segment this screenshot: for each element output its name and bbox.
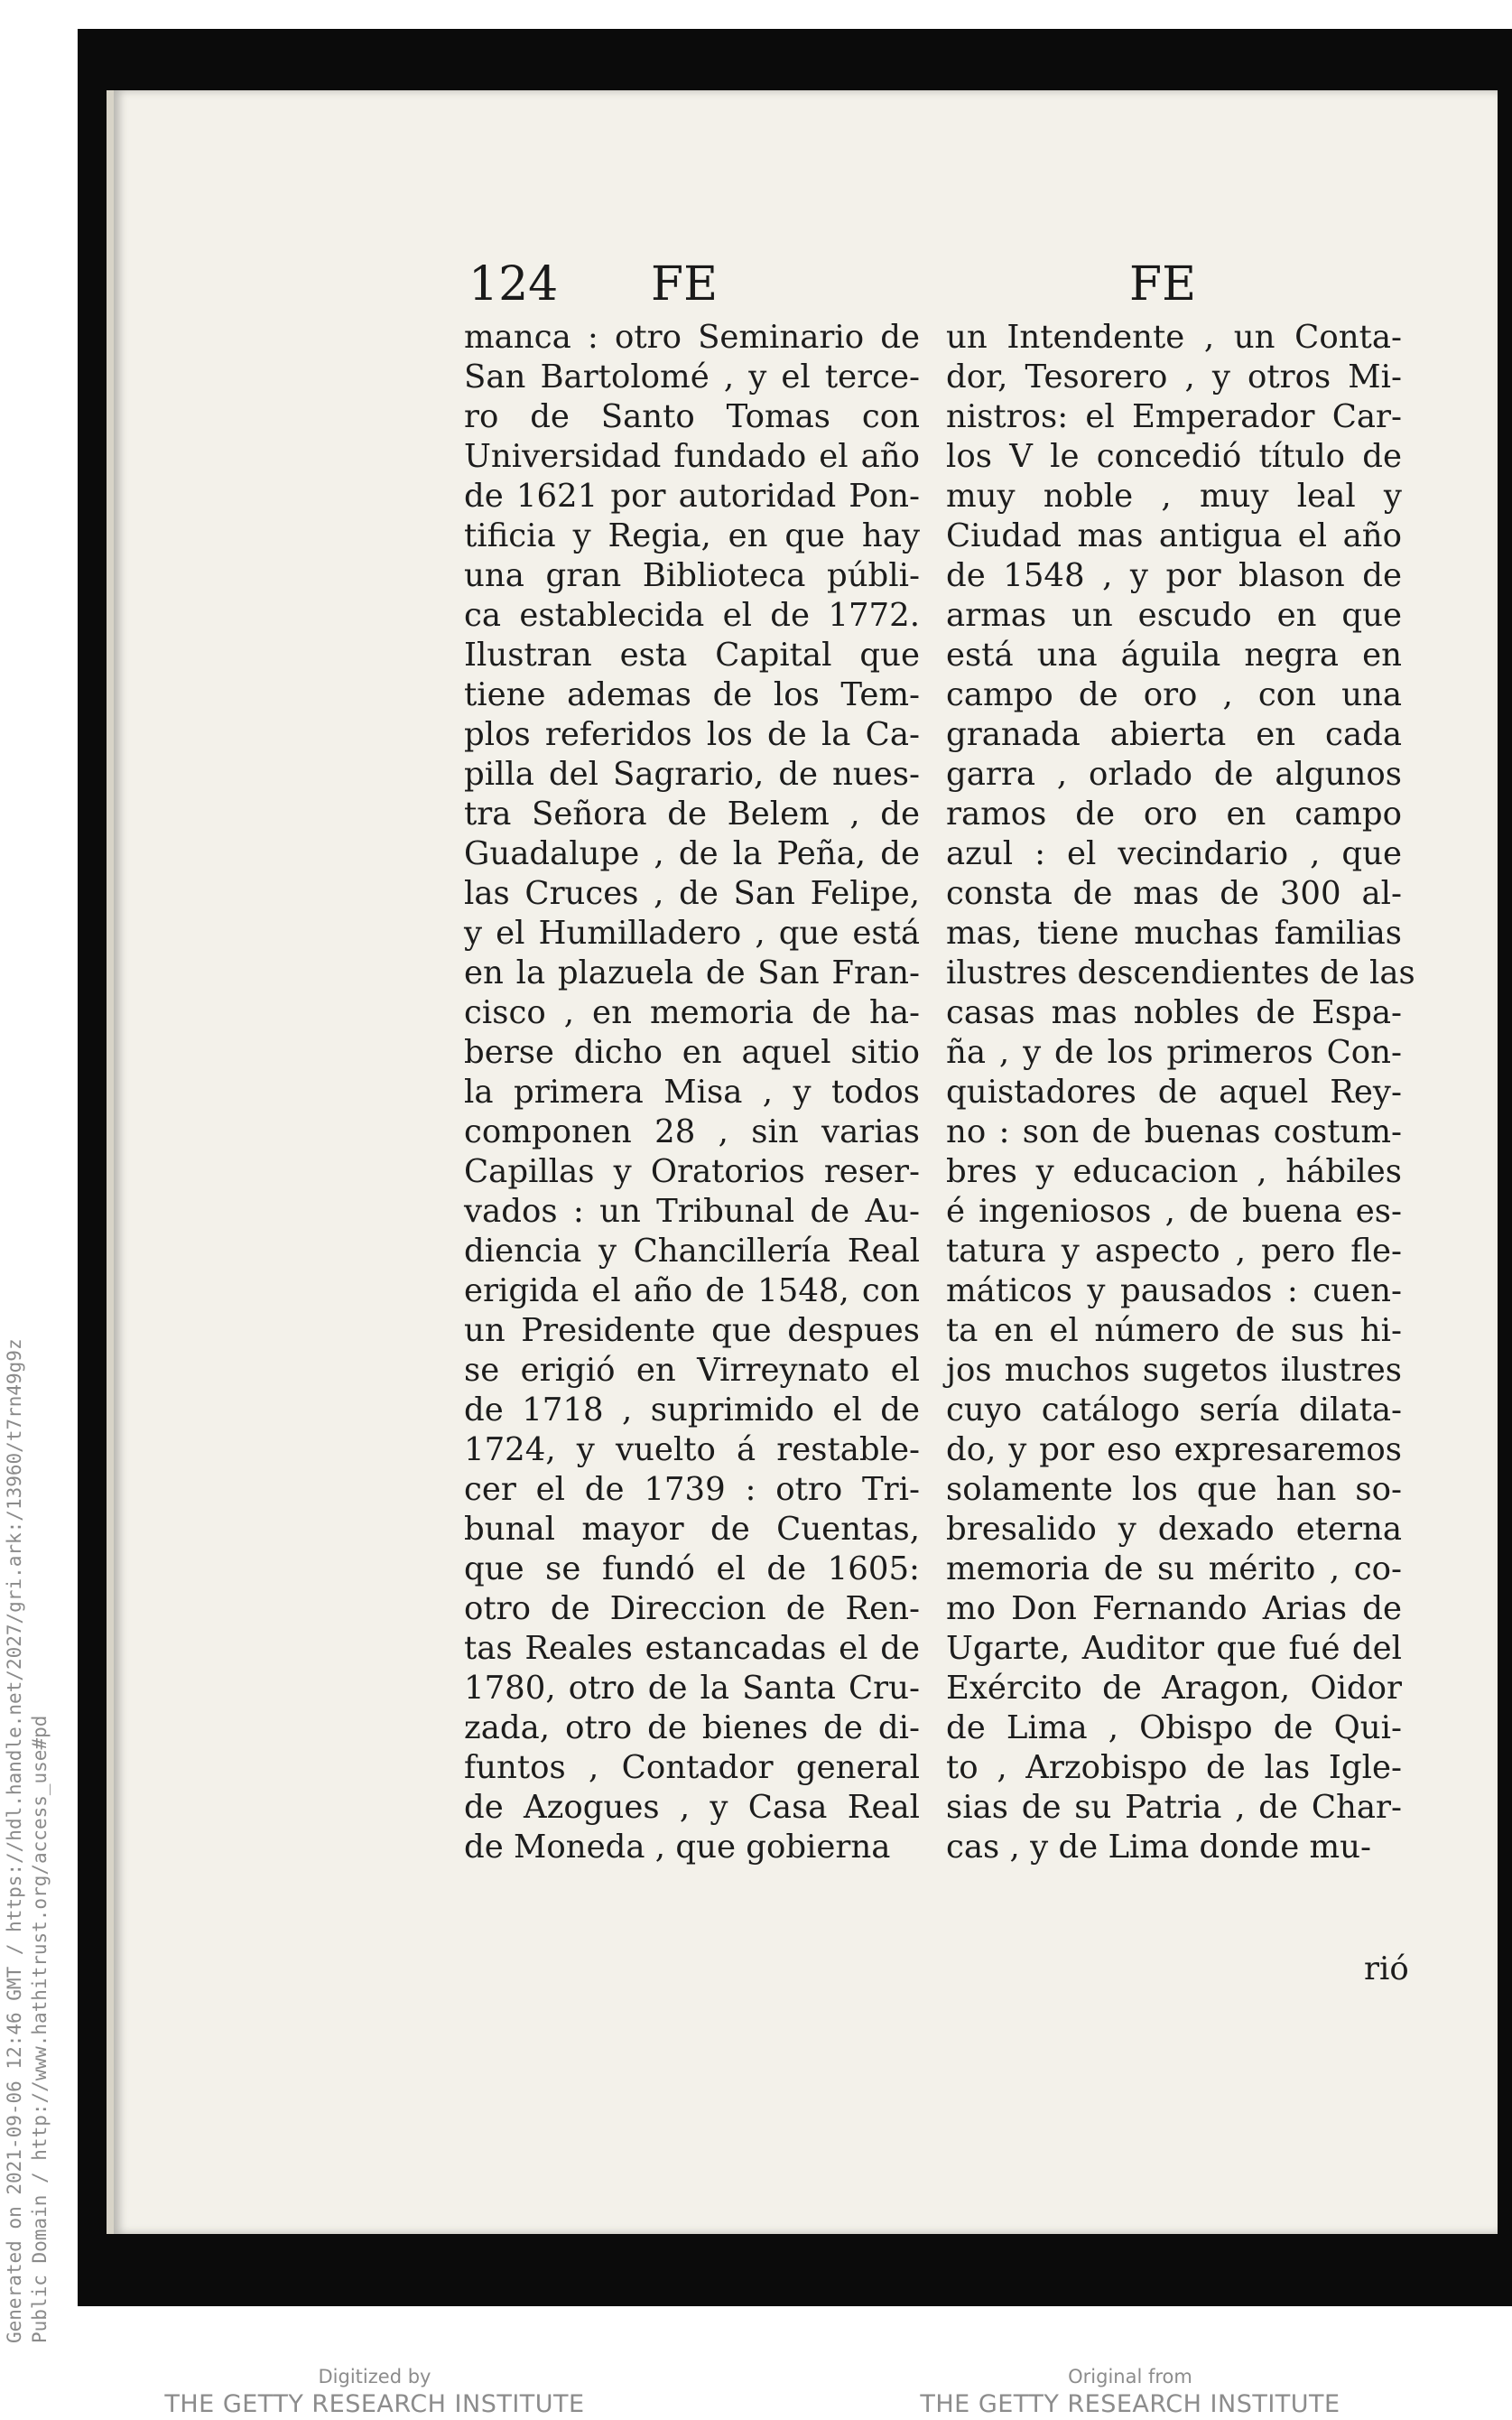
- stamp-line-generated: Generated on 2021-09-06 12:46 GMT / https://hdl.handle.net/2027/gri.ark:/13960/t7rn49g9z: [4, 1338, 25, 2343]
- footer-digitized-institution: THE GETTY RESEARCH INSTITUTE: [164, 2390, 585, 2418]
- hathitrust-generation-stamp: [2, 1215, 83, 2343]
- text-line: ta en el número de sus hi-: [946, 1312, 1402, 1349]
- footer-digitized-label: Digitized by: [318, 2366, 431, 2387]
- left-text-column: [464, 318, 920, 1867]
- book-page: [107, 90, 1498, 2234]
- text-line: de 1621 por autoridad Pon-: [464, 478, 920, 515]
- text-line: tra Señora de Belem , de: [464, 796, 920, 833]
- text-line: máticos y pausados : cuen-: [946, 1272, 1402, 1309]
- text-line: funtos , Contador general: [464, 1749, 920, 1786]
- text-line: ilustres descendientes de las: [946, 954, 1415, 991]
- text-line: memoria de su mérito , co-: [946, 1550, 1402, 1587]
- text-line: un Presidente que despues: [464, 1312, 920, 1349]
- text-line: que se fundó el de 1605:: [464, 1550, 920, 1587]
- text-line: granada abierta en cada: [946, 716, 1402, 753]
- text-line: ramos de oro en campo: [946, 796, 1402, 833]
- text-line: campo de oro , con una: [946, 676, 1402, 713]
- text-line: armas un escudo en que: [946, 597, 1402, 634]
- text-line: cas , y de Lima donde mu-: [946, 1829, 1372, 1866]
- text-line: de 1718 , suprimido el de: [464, 1392, 920, 1429]
- stamp-line-public-domain: Public Domain / http://www.hathitrust.org/access_use#pd: [29, 1715, 51, 2343]
- text-line: manca : otro Seminario de: [464, 319, 920, 356]
- text-line: la primera Misa , y todos: [464, 1074, 920, 1111]
- text-line: Ilustran esta Capital que: [464, 637, 920, 674]
- text-line: de Lima , Obispo de Qui-: [946, 1709, 1402, 1746]
- text-line: de Azogues , y Casa Real: [464, 1789, 920, 1826]
- text-line: de Moneda , que gobierna: [464, 1829, 891, 1866]
- text-line: otro de Direccion de Ren-: [464, 1590, 920, 1627]
- text-line: do, y por eso expresaremos: [946, 1431, 1402, 1468]
- text-line: Capillas y Oratorios reser-: [464, 1153, 920, 1190]
- running-head-right: FE: [1129, 257, 1197, 312]
- text-line: Universidad fundado el año: [464, 438, 920, 475]
- footer-digitized-by: [149, 2364, 600, 2420]
- text-line: las Cruces , de San Felipe,: [464, 875, 920, 912]
- text-line: una gran Biblioteca públi-: [464, 557, 920, 594]
- text-line: los V le concedió título de: [946, 438, 1402, 475]
- text-line: un Intendente , un Conta-: [946, 319, 1402, 356]
- footer-original-label: Original from: [1068, 2366, 1192, 2387]
- text-line: Ugarte, Auditor que fué del: [946, 1630, 1402, 1667]
- text-line: jos muchos sugetos ilustres: [946, 1352, 1402, 1389]
- right-text-column: [946, 318, 1415, 1867]
- running-head-left: FE: [651, 257, 719, 312]
- text-line: sias de su Patria , de Char-: [946, 1789, 1402, 1826]
- text-line: vados : un Tribunal de Au-: [464, 1193, 920, 1230]
- text-line: to , Arzobispo de las Igle-: [946, 1749, 1402, 1786]
- text-line: en la plazuela de San Fran-: [464, 954, 920, 991]
- text-line: 1780, otro de la Santa Cru-: [464, 1670, 920, 1707]
- text-line: bres y educacion , hábiles: [946, 1153, 1402, 1190]
- text-line: muy noble , muy leal y: [946, 478, 1402, 515]
- text-line: Exército de Aragon, Oidor: [946, 1670, 1402, 1707]
- text-line: ña , y de los primeros Con-: [946, 1034, 1402, 1071]
- text-line: y el Humilladero , que está: [464, 915, 920, 952]
- catchword: rió: [1364, 1950, 1409, 1987]
- text-line: Guadalupe , de la Peña, de: [464, 835, 920, 872]
- text-line: nistros: el Emperador Car-: [946, 398, 1402, 435]
- text-line: está una águila negra en: [946, 637, 1402, 674]
- text-line: dor, Tesorero , y otros Mi-: [946, 358, 1402, 396]
- footer-original-institution: THE GETTY RESEARCH INSTITUTE: [920, 2390, 1340, 2418]
- text-line: mas, tiene muchas familias: [946, 915, 1402, 952]
- text-line: 1724, y vuelto á restable-: [464, 1431, 920, 1468]
- text-line: berse dicho en aquel sitio: [464, 1034, 920, 1071]
- text-line: casas mas nobles de Espa-: [946, 994, 1402, 1031]
- text-line: ca establecida el de 1772.: [464, 597, 920, 634]
- text-line: cisco , en memoria de ha-: [464, 994, 920, 1031]
- footer-original-from: [904, 2364, 1356, 2420]
- page-number: 124: [468, 257, 559, 312]
- text-line: bresalido y dexado eterna: [946, 1511, 1402, 1548]
- text-line: solamente los que han so-: [946, 1471, 1402, 1508]
- text-line: no : son de buenas costum-: [946, 1113, 1402, 1150]
- text-line: tas Reales estancadas el de: [464, 1630, 920, 1667]
- text-line: componen 28 , sin varias: [464, 1113, 920, 1150]
- text-line: erigida el año de 1548, con: [464, 1272, 920, 1309]
- text-line: cuyo catálogo sería dilata-: [946, 1392, 1402, 1429]
- text-line: ro de Santo Tomas con: [464, 398, 920, 435]
- page-header: [114, 257, 1498, 321]
- text-line: quistadores de aquel Rey-: [946, 1074, 1402, 1111]
- text-line: é ingeniosos , de buena es-: [946, 1193, 1402, 1230]
- text-line: bunal mayor de Cuentas,: [464, 1511, 920, 1548]
- text-line: consta de mas de 300 al-: [946, 875, 1402, 912]
- text-line: mo Don Fernando Arias de: [946, 1590, 1402, 1627]
- text-line: se erigió en Virreynato el: [464, 1352, 920, 1389]
- text-line: diencia y Chancillería Real: [464, 1233, 920, 1270]
- text-line: garra , orlado de algunos: [946, 756, 1402, 793]
- text-line: plos referidos los de la Ca-: [464, 716, 920, 753]
- text-line: cer el de 1739 : otro Tri-: [464, 1471, 920, 1508]
- text-line: tiene ademas de los Tem-: [464, 676, 920, 713]
- text-line: Ciudad mas antigua el año: [946, 517, 1402, 554]
- text-line: de 1548 , y por blason de: [946, 557, 1402, 594]
- text-line: zada, otro de bienes de di-: [464, 1709, 920, 1746]
- text-line: San Bartolomé , y el terce-: [464, 358, 920, 396]
- text-line: tificia y Regia, en que hay: [464, 517, 920, 554]
- text-line: azul : el vecindario , que: [946, 835, 1402, 872]
- text-line: tatura y aspecto , pero fle-: [946, 1233, 1402, 1270]
- text-line: pilla del Sagrario, de nues-: [464, 756, 920, 793]
